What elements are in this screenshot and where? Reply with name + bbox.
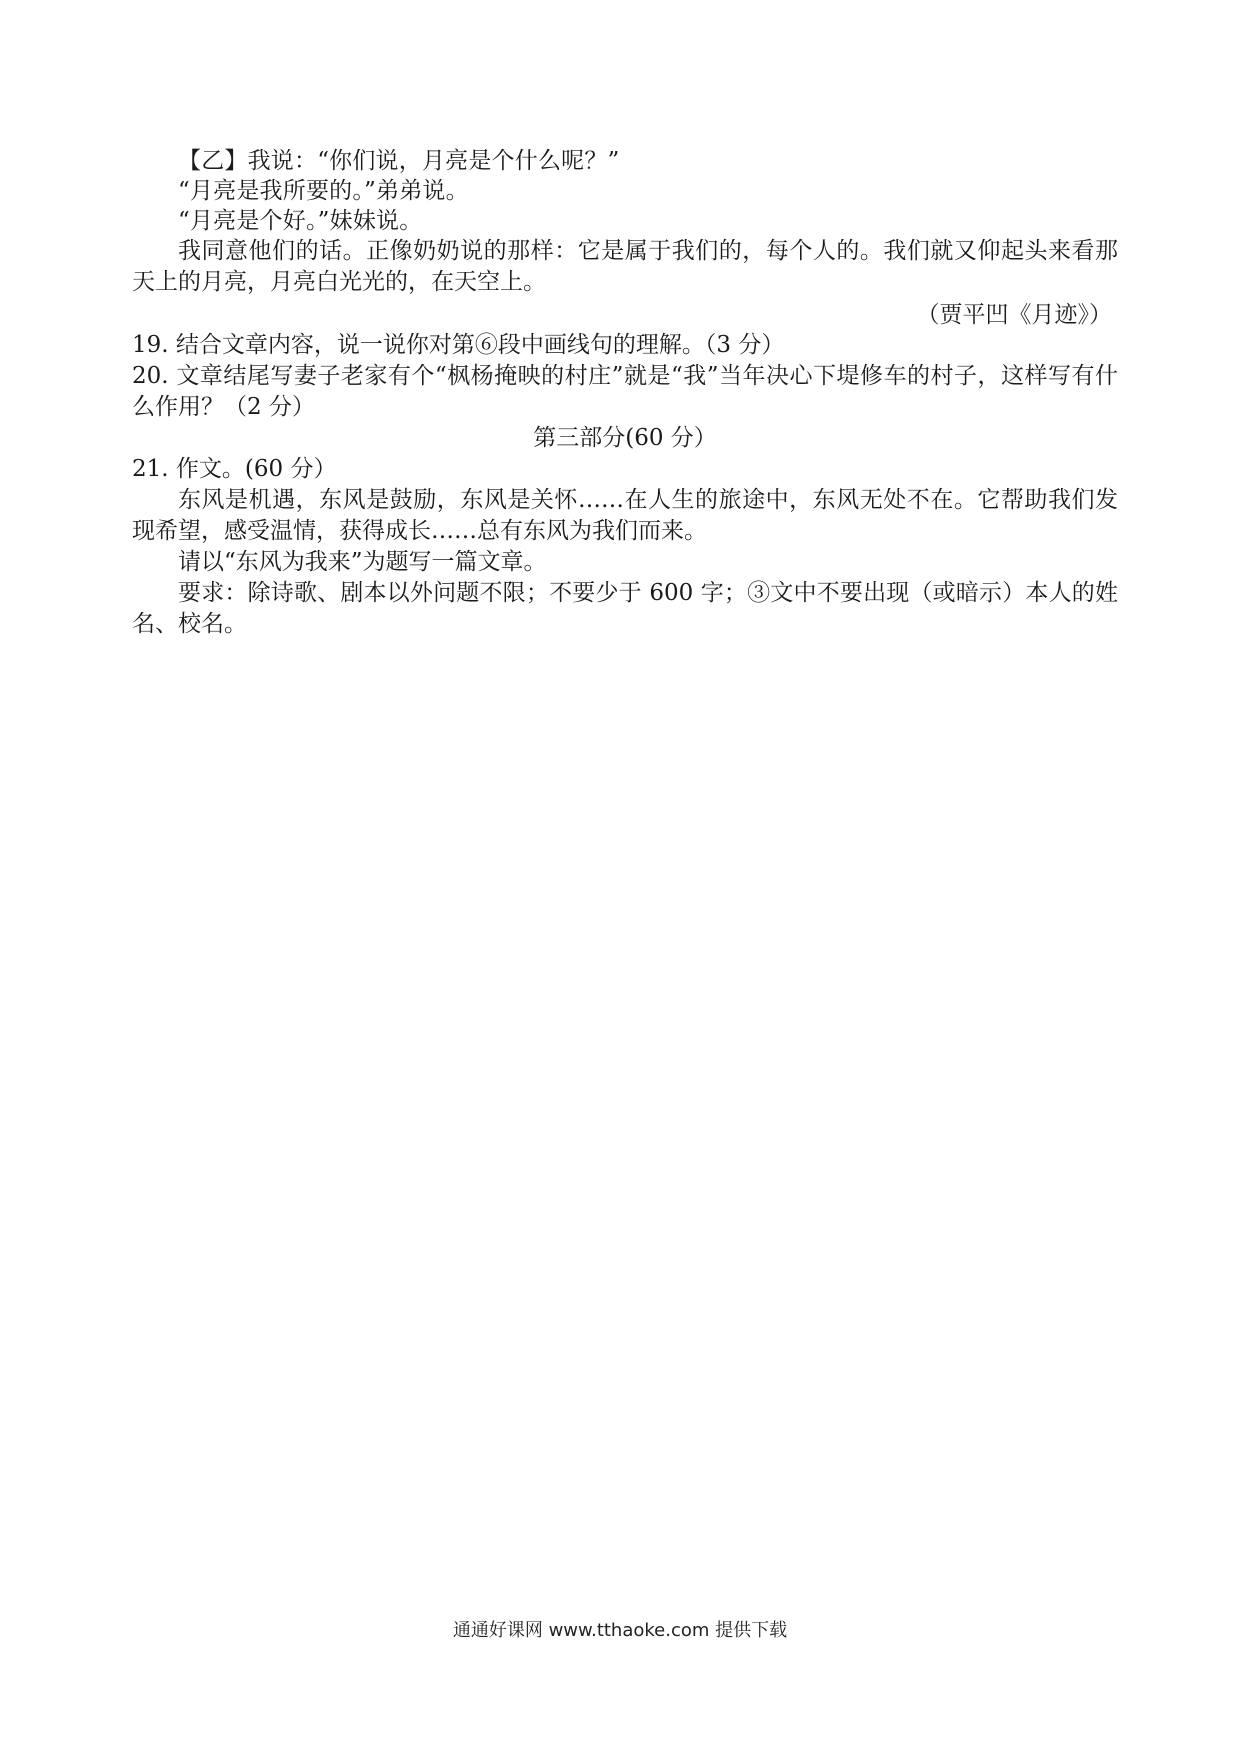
passage-b-paragraph: 我同意他们的话。正像奶奶说的那样：它是属于我们的，每个人的。我们就又仰起头来看那天上的月亮，月亮白光光的，在天空上。 [132,238,1118,295]
passage-b-line-3: “月亮是个好。”妹妹说。 [178,208,423,234]
passage-b-line-1: 【乙】我说：“你们说，月亮是个什么呢？” [178,148,620,174]
essay-prompt-paragraph: 东风是机遇，东风是鼓励，东风是关怀……在人生的旅途中，东风无处不在。它帮助我们发现希望，感受温情，获得成长……总有东风为我们而来。 [132,487,1118,544]
question-21: 21. 作文。(60 分） [132,456,337,482]
essay-requirements: 要求：除诗歌、剧本以外问题不限；不要少于 600 字；③文中不要出现（或暗示）本人的姓名、校名。 [132,580,1118,637]
passage-source: （贾平凹《月迹》） [916,302,1112,328]
part-three-title: 第三部分(60 分） [533,425,717,451]
question-20: 20. 文章结尾写妻子老家有个“枫杨掩映的村庄”就是“我”当年决心下堤修车的村子，这样写有什么作用？（2 分） [132,363,1118,420]
essay-title-instruction: 请以“东风为我来”为题写一篇文章。 [178,549,547,575]
footer-watermark: 通通好课网 www.tthaoke.com 提供下载 [452,1620,788,1641]
document-page [132,146,1118,640]
question-19: 19. 结合文章内容，说一说你对第⑥段中画线句的理解。（3 分） [132,332,785,358]
passage-b-line-2: “月亮是我所要的。”弟弟说。 [178,178,469,204]
